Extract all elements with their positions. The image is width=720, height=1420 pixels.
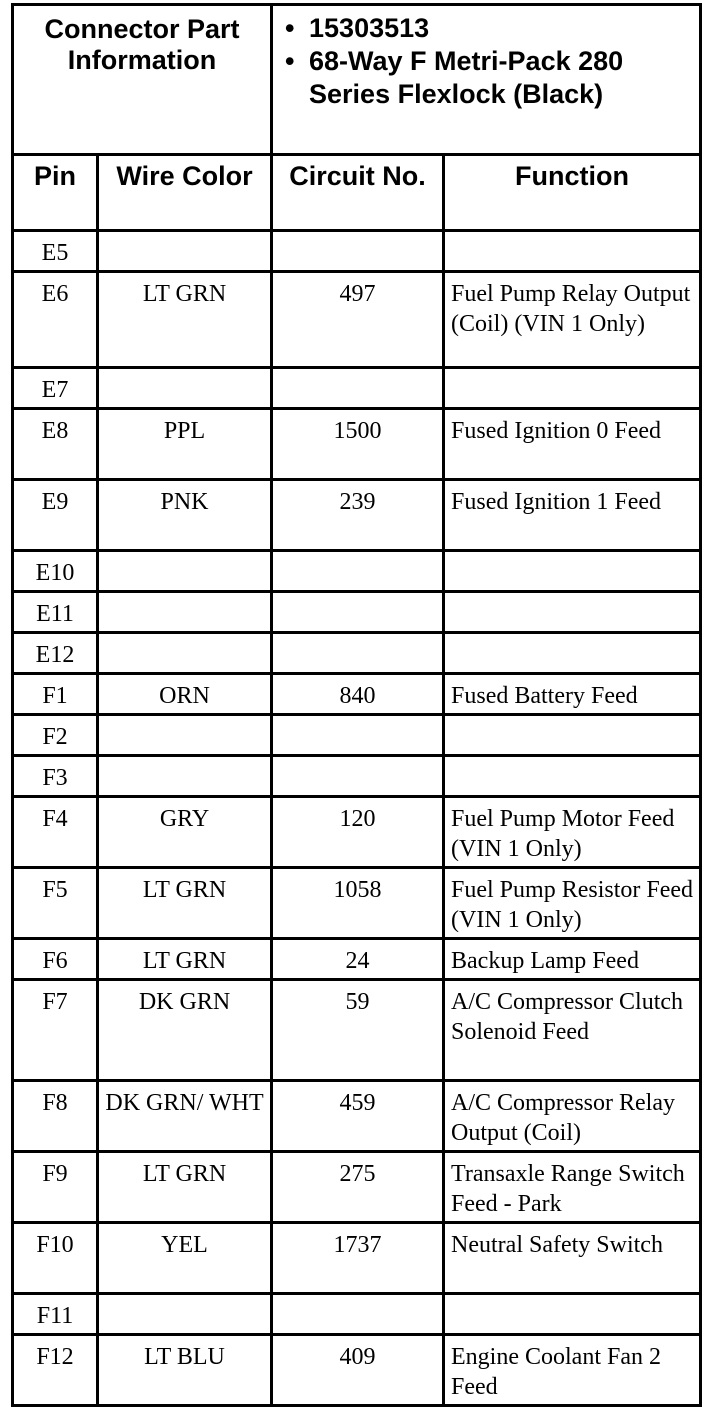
table-row [13,231,701,272]
function-cell: Backup Lamp Feed [444,939,701,980]
table-row [13,1294,701,1335]
function-cell: Neutral Safety Switch [444,1223,701,1294]
wire-color-cell: LT GRN [98,272,272,368]
wire-color-cell: ORN [98,674,272,715]
pin-cell: F3 [13,756,98,797]
pin-cell: F1 [13,674,98,715]
function-cell: Fused Ignition 0 Feed [444,409,701,480]
connector-table-container [11,3,699,1413]
pin-cell: E11 [13,592,98,633]
circuit-no-cell: 409 [272,1335,444,1406]
wire-color-cell: YEL [98,1223,272,1294]
connector-description: • 68-Way F Metri-Pack 280 Series Flexlock (Black) [309,45,699,111]
pin-cell: E5 [13,231,98,272]
table-row [13,980,701,1081]
connector-info-details [272,5,701,155]
function-cell [444,368,701,409]
function-cell: Engine Coolant Fan 2 Feed [444,1335,701,1406]
connector-info-row [13,5,701,155]
table-row [13,1223,701,1294]
wire-color-cell [98,756,272,797]
column-header-circuit-no: Circuit No. [272,155,444,231]
wire-color-cell: PNK [98,480,272,551]
wire-color-cell: LT GRN [98,939,272,980]
circuit-no-cell: 120 [272,797,444,868]
pin-cell: F4 [13,797,98,868]
wire-color-cell: GRY [98,797,272,868]
wire-color-cell [98,368,272,409]
table-row [13,674,701,715]
table-row [13,633,701,674]
pin-cell: E6 [13,272,98,368]
function-cell: A/C Compressor Relay Output (Coil) [444,1081,701,1152]
wire-color-cell: DK GRN/ WHT [98,1081,272,1152]
connector-info-label: Connector Part Information [13,5,272,155]
circuit-no-cell [272,592,444,633]
column-header-wire-color: Wire Color [98,155,272,231]
table-row [13,1081,701,1152]
pin-cell: F12 [13,1335,98,1406]
pin-cell: F7 [13,980,98,1081]
function-cell [444,633,701,674]
circuit-no-cell: 1058 [272,868,444,939]
column-header-function: Function [444,155,701,231]
circuit-no-cell: 59 [272,980,444,1081]
function-cell: A/C Compressor Clutch Solenoid Feed [444,980,701,1081]
column-header-row [13,155,701,231]
circuit-no-cell [272,551,444,592]
table-row [13,1335,701,1406]
function-cell: Fused Ignition 1 Feed [444,480,701,551]
pin-cell: F8 [13,1081,98,1152]
table-row [13,592,701,633]
circuit-no-cell [272,756,444,797]
wire-color-cell [98,1294,272,1335]
table-row [13,797,701,868]
function-cell: Fused Battery Feed [444,674,701,715]
pin-cell: F6 [13,939,98,980]
circuit-no-cell [272,715,444,756]
function-cell: Transaxle Range Switch Feed - Park [444,1152,701,1223]
function-cell [444,551,701,592]
pin-cell: E8 [13,409,98,480]
circuit-no-cell [272,1294,444,1335]
circuit-no-cell: 1500 [272,409,444,480]
table-row [13,272,701,368]
pin-cell: E9 [13,480,98,551]
table-row [13,868,701,939]
function-cell [444,715,701,756]
circuit-no-cell [272,368,444,409]
table-row [13,409,701,480]
pin-cell: F9 [13,1152,98,1223]
wire-color-cell [98,715,272,756]
pin-cell: F11 [13,1294,98,1335]
table-row [13,480,701,551]
wire-color-cell: LT GRN [98,868,272,939]
table-row [13,715,701,756]
pin-cell: E7 [13,368,98,409]
pin-cell: E10 [13,551,98,592]
function-cell: Fuel Pump Resistor Feed (VIN 1 Only) [444,868,701,939]
table-row [13,368,701,409]
wire-color-cell: DK GRN [98,980,272,1081]
circuit-no-cell [272,231,444,272]
pin-cell: F2 [13,715,98,756]
connector-table [11,3,702,1407]
wire-color-cell: LT GRN [98,1152,272,1223]
function-cell [444,592,701,633]
function-cell [444,1294,701,1335]
function-cell [444,756,701,797]
pin-cell: F10 [13,1223,98,1294]
table-row [13,551,701,592]
wire-color-cell: LT BLU [98,1335,272,1406]
wire-color-cell [98,551,272,592]
function-cell: Fuel Pump Motor Feed (VIN 1 Only) [444,797,701,868]
pin-cell: F5 [13,868,98,939]
circuit-no-cell: 497 [272,272,444,368]
wire-color-cell [98,231,272,272]
wire-color-cell: PPL [98,409,272,480]
pin-cell: E12 [13,633,98,674]
circuit-no-cell: 275 [272,1152,444,1223]
table-row [13,939,701,980]
circuit-no-cell: 239 [272,480,444,551]
circuit-no-cell: 459 [272,1081,444,1152]
circuit-no-cell: 1737 [272,1223,444,1294]
circuit-no-cell: 840 [272,674,444,715]
function-cell: Fuel Pump Relay Output (Coil) (VIN 1 Only) [444,272,701,368]
table-row [13,756,701,797]
wire-color-cell [98,633,272,674]
column-header-pin: Pin [13,155,98,231]
function-cell [444,231,701,272]
table-row [13,1152,701,1223]
wire-color-cell [98,592,272,633]
part-number: • 15303513 [309,12,699,45]
circuit-no-cell [272,633,444,674]
circuit-no-cell: 24 [272,939,444,980]
